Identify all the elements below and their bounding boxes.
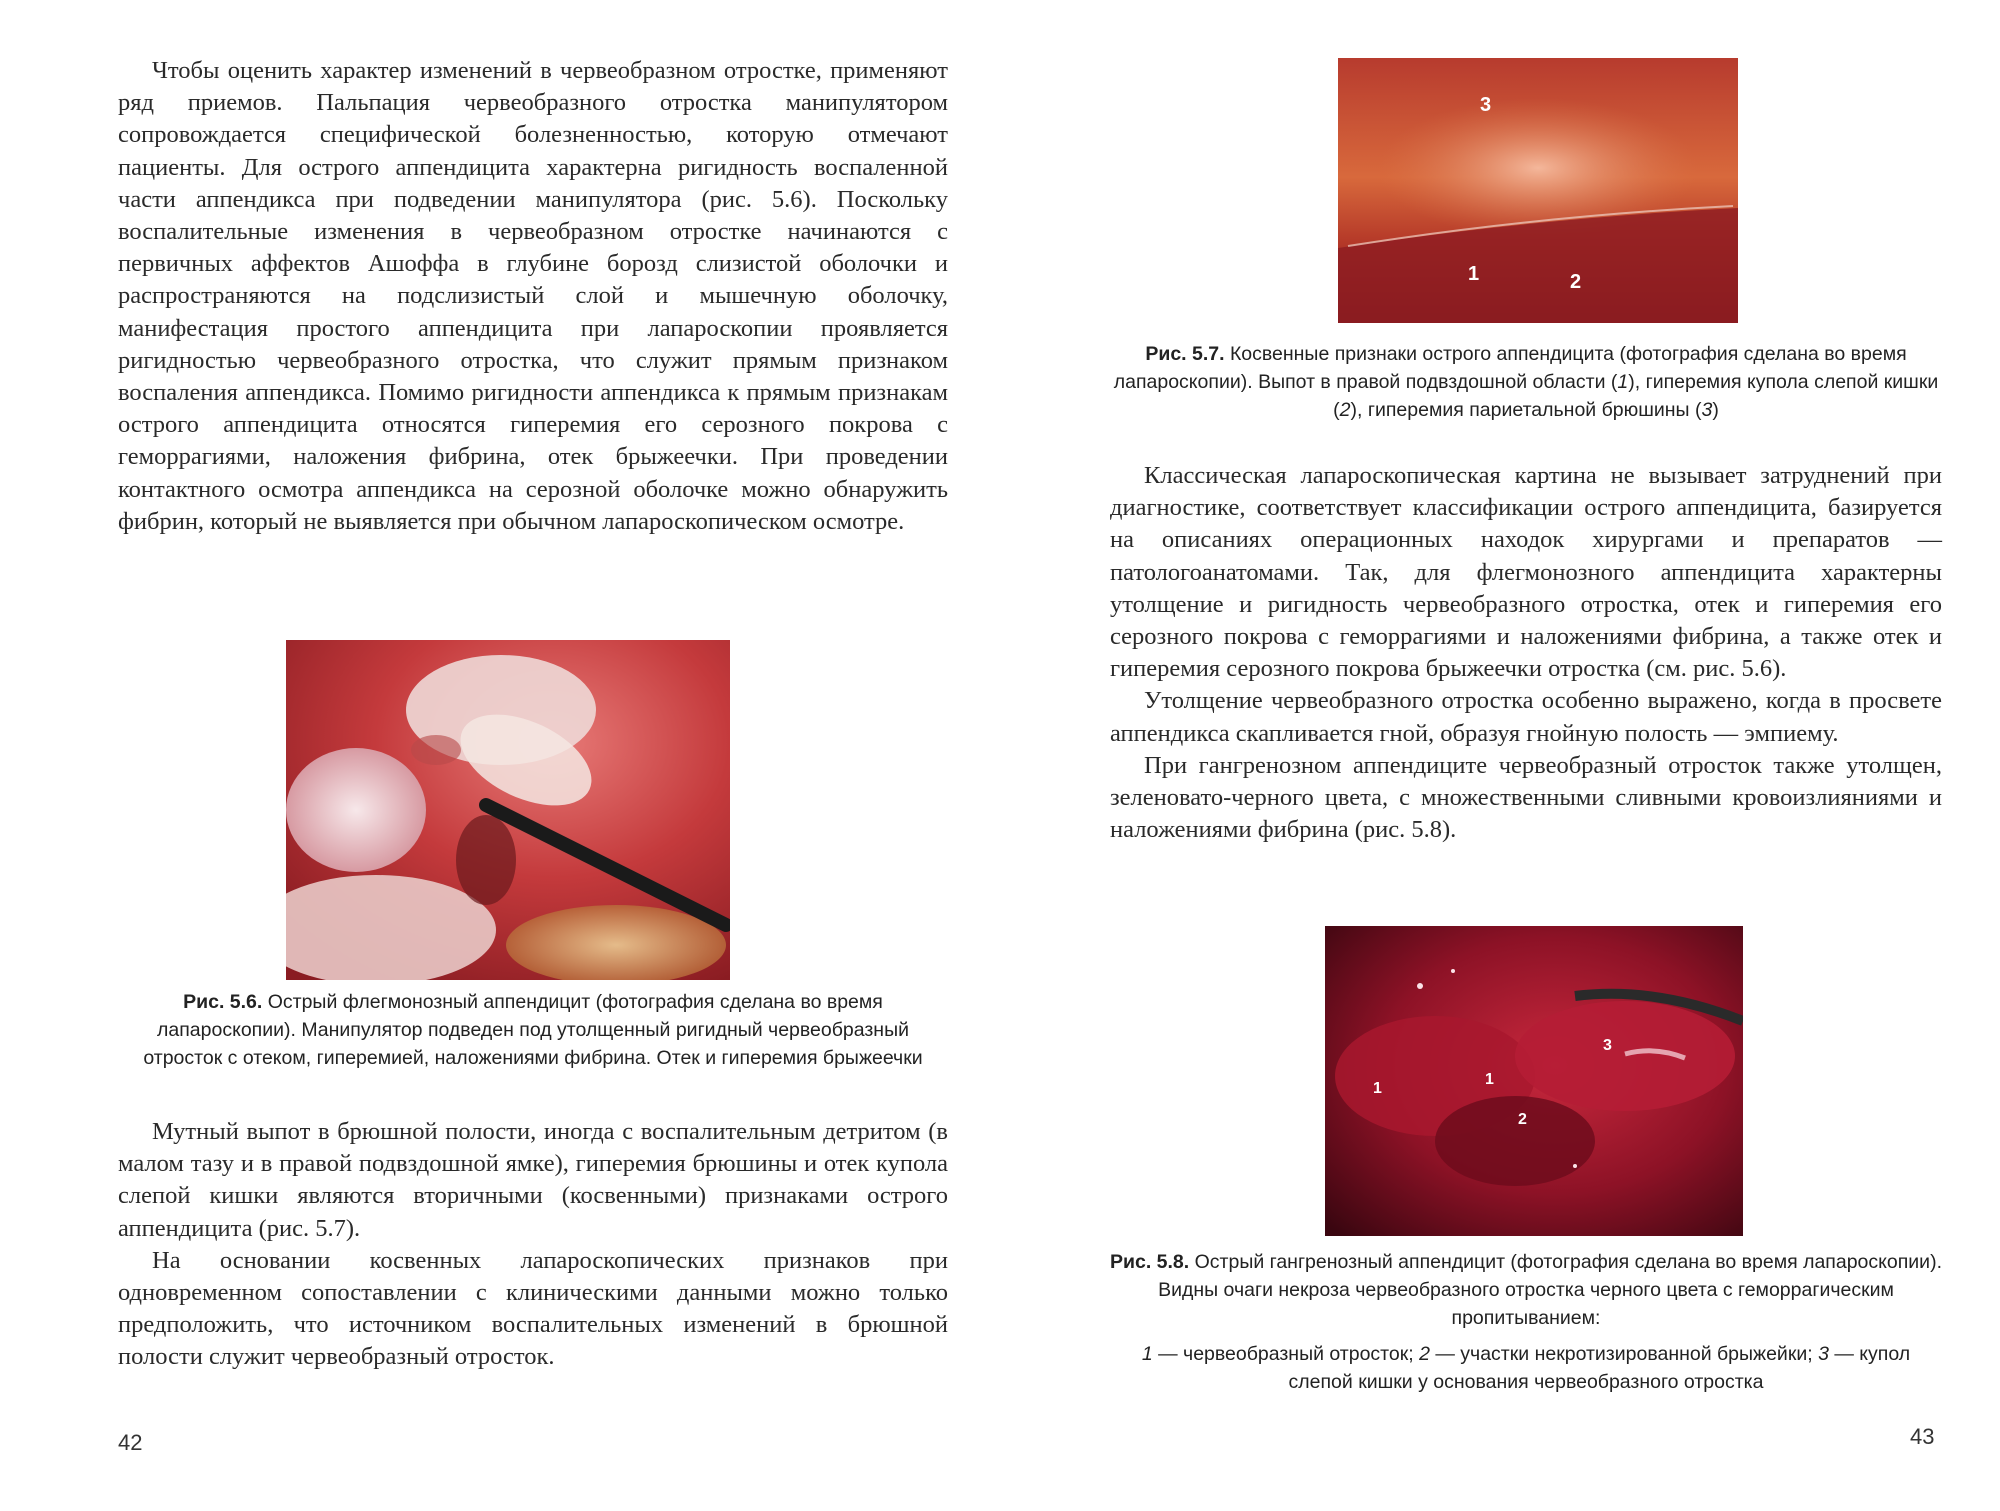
left-paragraph-2: Мутный выпот в брюшной полости, иногда с воспалительным детритом (в малом тазу и в правой подвздошной ямке), гиперемия брюшины и отек купола слепой кишки являются вторичными (косвенными) признаками острого аппендицита (рис. 5.7).	[118, 1118, 948, 1242]
figure-5-7-marker-1: 1	[1468, 263, 1480, 285]
figure-5-8-marker-2: 2	[1518, 1111, 1527, 1128]
legend-num-3: 3	[1818, 1343, 1829, 1365]
legend-text-3: — купол слепой кишки у основания червеобразного отростка	[1288, 1343, 1911, 1393]
figure-5-8-label: Рис. 5.8.	[1110, 1251, 1190, 1273]
legend-num-1: 1	[1141, 1343, 1153, 1365]
figure-5-8-marker-3: 3	[1603, 1037, 1612, 1054]
left-paragraph-3: На основании косвенных лапароскопических признаков при одновременном сопоставлении с клиническими данными можно только предположить, что источником воспалительных изменений в брюшной полости служит червеобразный отросток.	[118, 1246, 948, 1371]
right-paragraph-1: Классическая лапароскопическая картина не вызывает затруднений при диагностике, соответствует классификации острого аппендицита, базируется на описаниях операционных находок хирургами и препаратов — патологоанатомами. Так, для флегмонозного аппендицита характерны утолщение и ригидность червеобразного отростка, отек и гиперемия его серозного покрова с геморрагиями и наложениями фибрина, а также отек и гиперемия серозного покрова брыжеечки отростка (см. рис. 5.6).	[1110, 462, 1942, 683]
figure-5-7-caption-text-c: ), гиперемия париетальной брюшины (	[1350, 399, 1702, 421]
right-page	[1000, 0, 2000, 1511]
right-paragraph-3: При гангренозном аппендиците червеобразный отросток также утолщен, зеленовато-черного цвета, с множественными сливными кровоизлияниями и наложениями фибрина (рис. 5.8).	[1110, 751, 1942, 844]
right-text-mid	[1110, 460, 1942, 846]
figure-5-6-caption	[118, 988, 948, 1072]
figure-5-7-marker-3: 3	[1480, 94, 1492, 116]
figure-5-7-caption-ref-1: 1	[1617, 371, 1629, 393]
figure-5-6-label: Рис. 5.6.	[183, 991, 263, 1013]
figure-5-7-caption	[1110, 340, 1942, 424]
legend-num-2: 2	[1419, 1343, 1430, 1365]
legend-text-1: — червеобразный отросток;	[1152, 1343, 1420, 1365]
figure-5-8-legend	[1110, 1340, 1942, 1396]
figure-5-8-marker-1b: 1	[1485, 1071, 1494, 1088]
figure-5-7-caption-ref-2: 2	[1339, 399, 1351, 421]
legend-text-2: — участки некротизированной брыжейки;	[1429, 1343, 1819, 1365]
figure-5-7-marker-2: 2	[1570, 271, 1582, 293]
figure-5-7-caption-text-b: ), гиперемия купола слепой кишки (	[1333, 371, 1939, 421]
left-text-bottom	[118, 1116, 948, 1374]
figure-5-7-caption-text-a: Косвенные признаки острого аппендицита (фотография сделана во время лапароскопии). Выпот в правой подвздошной области (	[1113, 343, 1907, 393]
figure-5-7-photo	[1338, 58, 1738, 323]
figure-5-8-caption	[1110, 1248, 1942, 1332]
figure-5-6-photo	[286, 640, 730, 980]
page-number-right: 43	[1910, 1424, 1935, 1449]
figure-5-6-caption-text: Острый флегмонозный аппендицит (фотография сделана во время лапароскопии). Манипулятор подведен под утолщенный ригидный червеобразный отросток с отеком, гиперемией, наложениями фибрина. Отек и гиперемия брыжеечки	[143, 991, 923, 1069]
figure-5-7-caption-ref-3: 3	[1701, 399, 1713, 421]
figure-5-7-caption-text-d: )	[1712, 399, 1719, 421]
right-paragraph-2: Утолщение червеобразного отростка особенно выражено, когда в просвете аппендикса скапливается гной, образуя гнойную полость — эмпиему.	[1110, 687, 1942, 747]
figure-5-8-caption-text: Острый гангренозный аппендицит (фотография сделана во время лапароскопии). Видны очаги некроза червеобразного отростка черного цвета с геморрагическим пропитыванием:	[1158, 1251, 1942, 1329]
figure-5-7-label: Рис. 5.7.	[1145, 343, 1225, 365]
figure-5-8-photo	[1325, 926, 1743, 1236]
page-number-left: 42	[118, 1430, 143, 1455]
left-text-top	[118, 55, 948, 538]
figure-5-8-marker-1a: 1	[1373, 1080, 1382, 1097]
left-paragraph-1: Чтобы оценить характер изменений в червеобразном отростке, применяют ряд приемов. Пальпация червеобразного отростка манипулятором сопровождается специфической болезненностью, которую отмечают пациенты. Для острого аппендицита характерна ригидность воспаленной части аппендикса при подведении манипулятора (рис. 5.6). Поскольку воспалительные изменения в червеобразном отростке начинаются с первичных аффектов Ашоффа в глубине борозд слизистой оболочки и распространяются на подслизистый слой и мышечную оболочку, манифестация простого аппендицита при лапароскопии проявляется ригидностью червеобразного отростка, что служит прямым признаком воспаления аппендикса. Помимо ригидности аппендикса к прямым признакам острого аппендицита относятся гиперемия его серозного покрова с геморрагиями, наложения фибрина, отек брыжеечки. При проведении контактного осмотра аппендикса на серозной оболочке можно обнаружить фибрин, который не выявляется при обычном лапароскопическом осмотре.	[118, 57, 948, 535]
